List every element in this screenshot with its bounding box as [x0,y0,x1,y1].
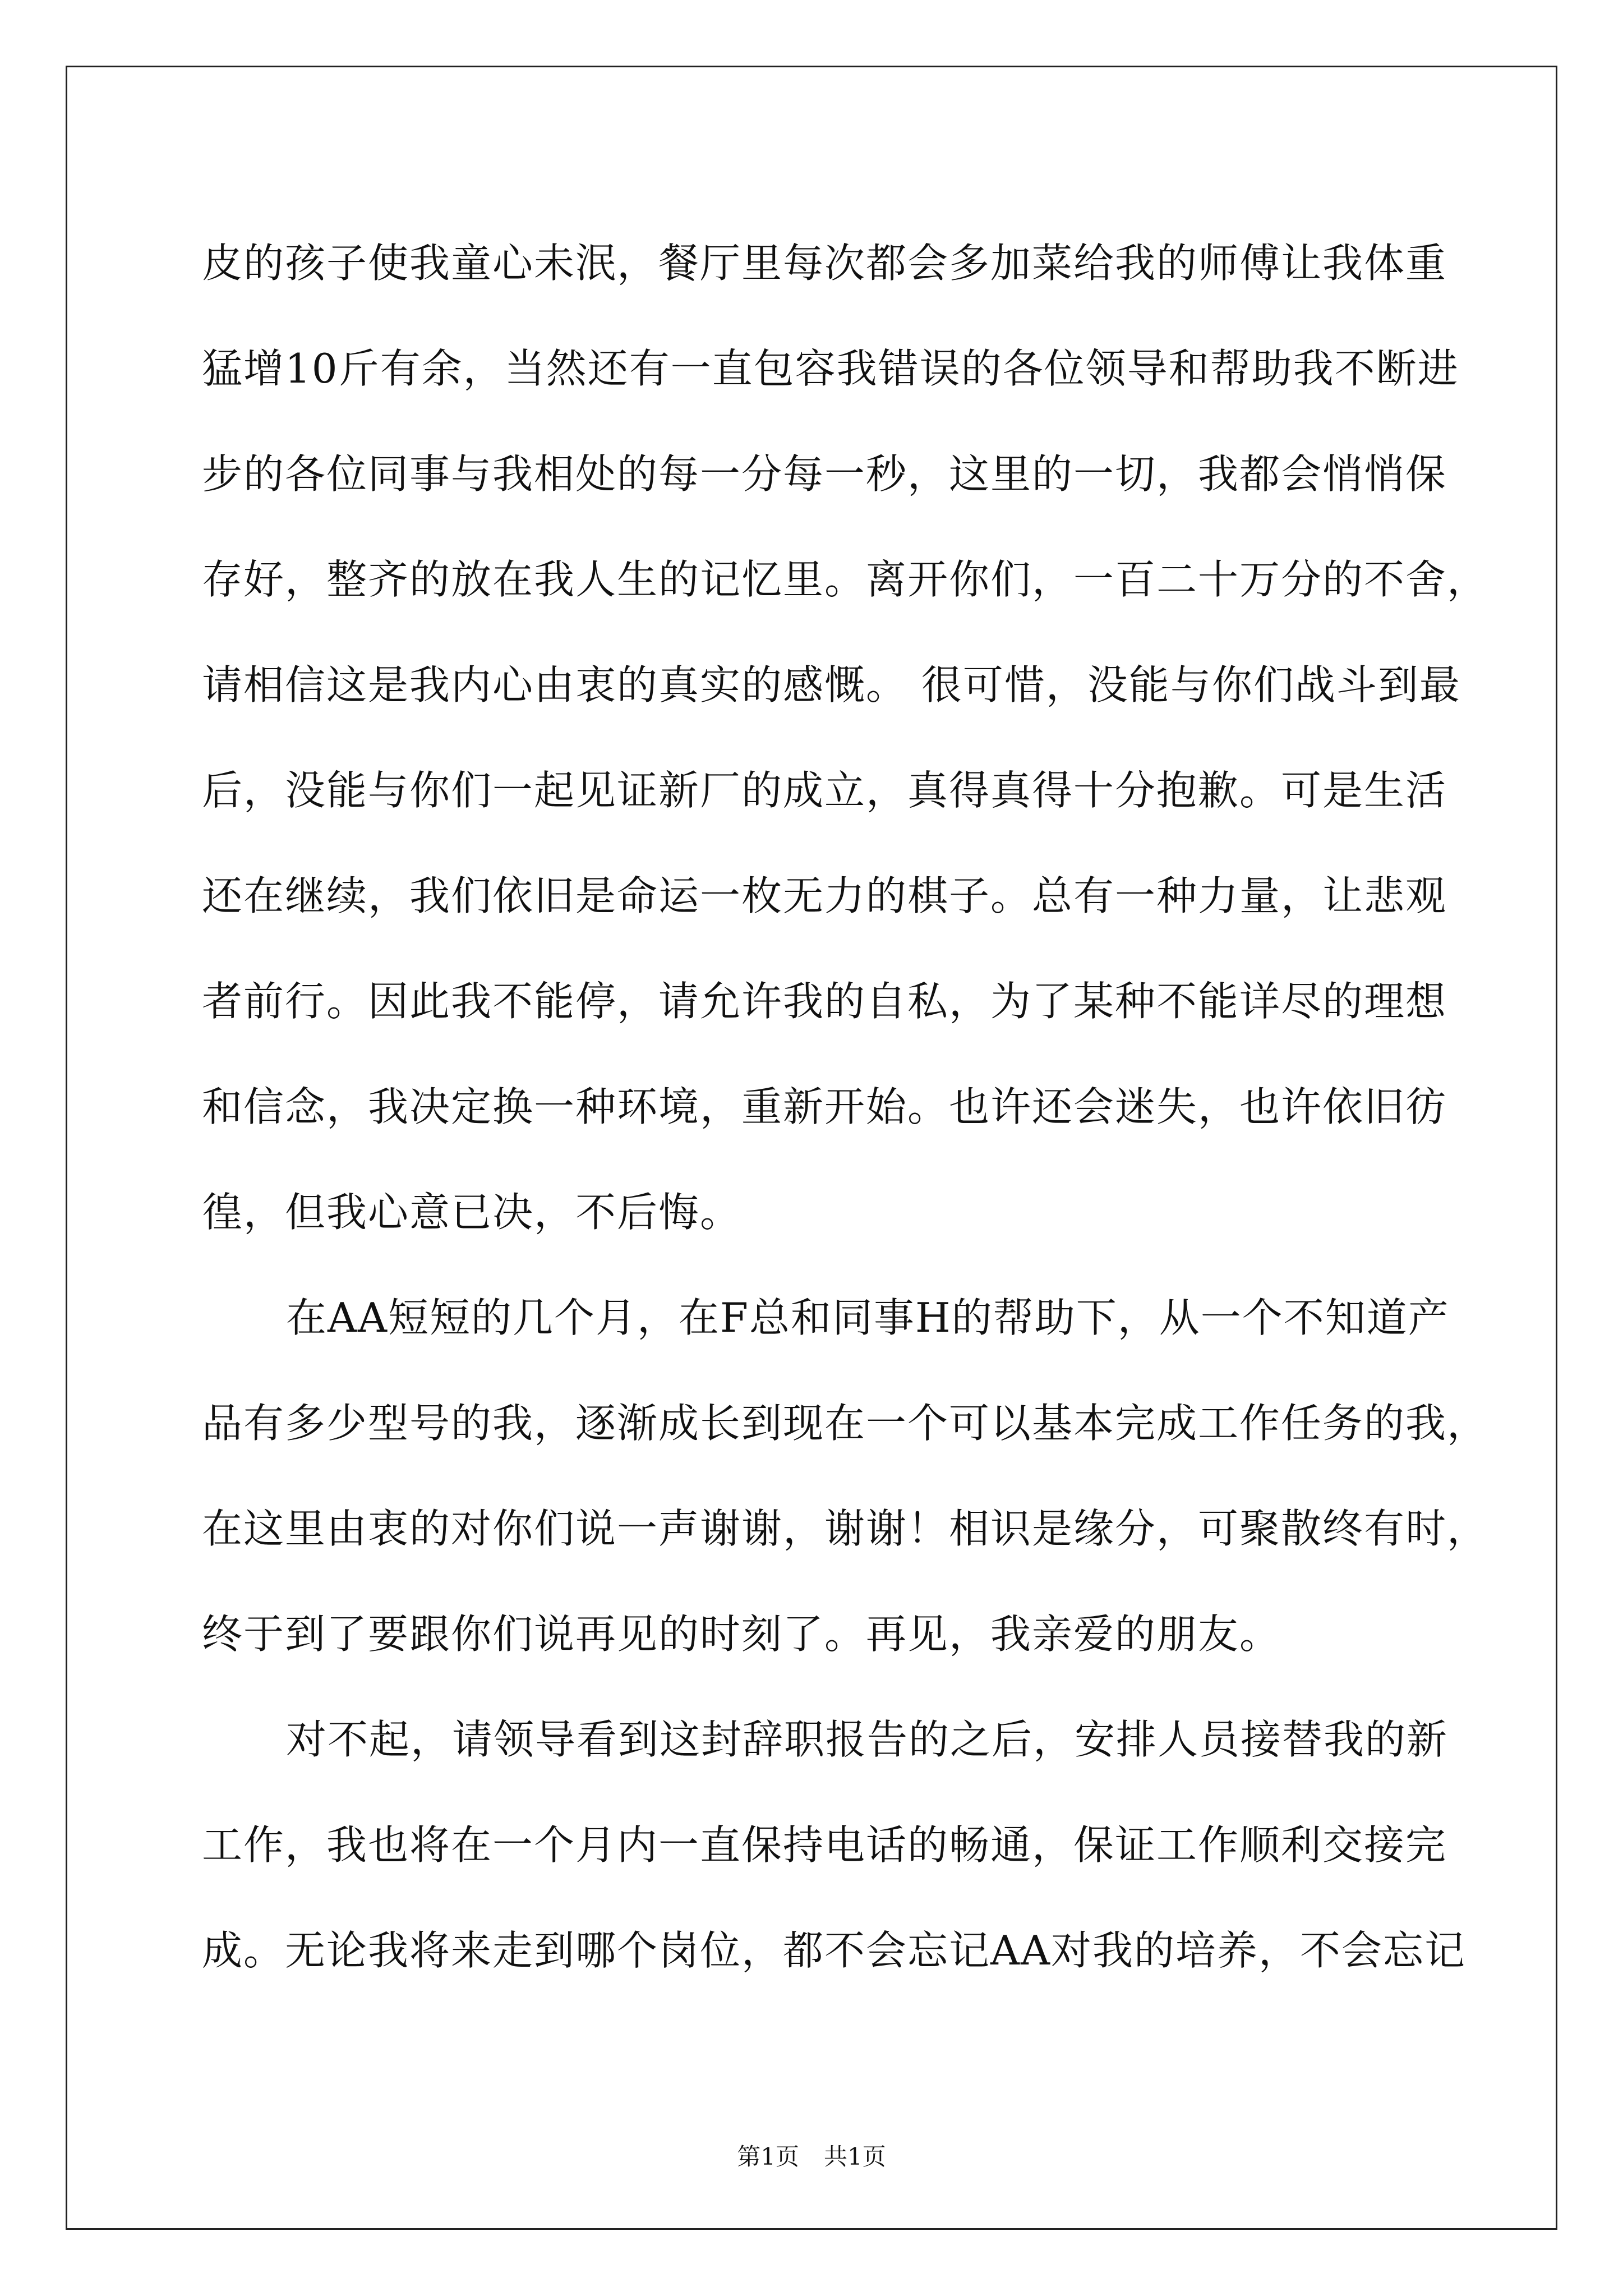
text-line: 品有多少型号的我，逐渐成长到现在一个可以基本完成工作任务的我， [202,1400,1489,1447]
total-pages: 共1页 [824,2143,886,2170]
text-line: 存好，整齐的放在我人生的记忆里。离开你们，一百二十万分的不舍， [202,556,1489,603]
text-line: 工作，我也将在一个月内一直保持电话的畅通，保证工作顺利交接完 [202,1821,1447,1869]
page-number: 第1页 [737,2143,799,2170]
text-line: 皮的孩子使我童心未泯，餐厅里每次都会多加菜给我的师傅让我体重 [202,240,1447,287]
text-line: 步的各位同事与我相处的每一分每一秒，这里的一切，我都会悄悄保 [202,450,1447,498]
paragraph-first-line: 在AA短短的几个月，在F总和同事H的帮助下，从一个不知道产 [286,1294,1450,1341]
text-line: 请相信这是我内心由衷的真实的感慨。 很可惜，没能与你们战斗到最 [202,661,1461,708]
text-line: 后，没能与你们一起见证新厂的成立，真得真得十分抱歉。可是生活 [202,767,1447,814]
text-line: 终于到了要跟你们说再见的时刻了。再见，我亲爱的朋友。 [202,1611,1281,1658]
text-line: 还在继续，我们依旧是命运一枚无力的棋子。总有一种力量，让悲观 [202,872,1447,919]
text-line: 成。无论我将来走到哪个岗位，都不会忘记AA对我的培养，不会忘记 [202,1927,1466,1974]
text-line: 和信念，我决定换一种环境，重新开始。也许还会迷失，也许依旧彷 [202,1083,1447,1130]
document-body [202,210,1489,2003]
text-line: 猛增10斤有余，当然还有一直包容我错误的各位领导和帮助我不断进 [202,345,1459,392]
paragraph-first-line: 对不起，请领导看到这封辞职报告的之后，安排人员接替我的新 [286,1716,1449,1763]
text-line: 徨，但我心意已决，不后悔。 [202,1189,742,1236]
page-footer [0,2138,1623,2172]
text-line: 在这里由衷的对你们说一声谢谢，谢谢！相识是缘分，可聚散终有时， [202,1505,1489,1552]
text-line: 者前行。因此我不能停，请允许我的自私，为了某种不能详尽的理想 [202,978,1447,1025]
